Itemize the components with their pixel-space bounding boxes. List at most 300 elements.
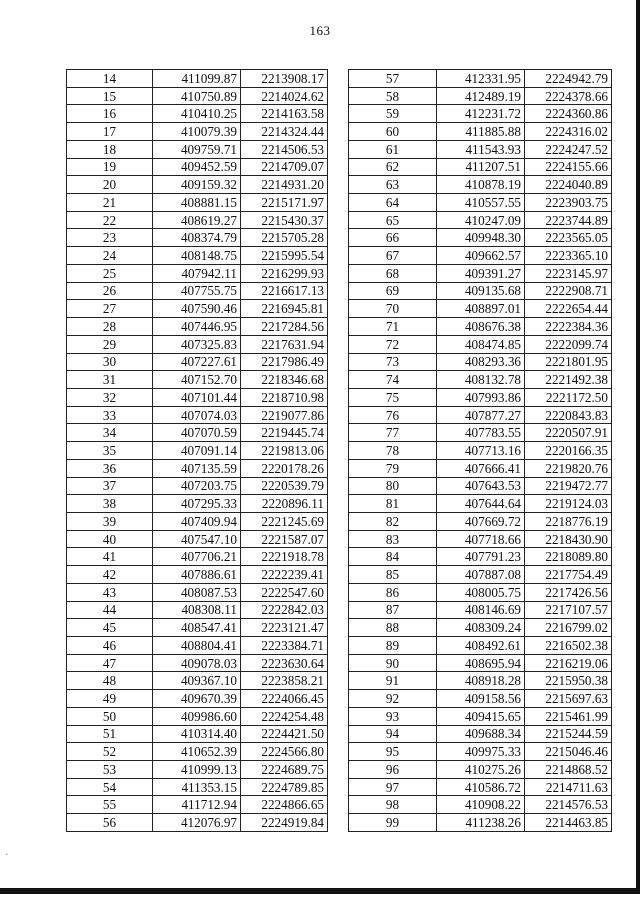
point-number-cell: 60 (349, 123, 437, 141)
y-coordinate-cell: 2214324.44 (241, 123, 328, 141)
x-coordinate-cell: 409159.32 (153, 176, 241, 194)
y-coordinate-cell: 2215171.97 (241, 194, 328, 212)
y-coordinate-cell: 2221587.07 (241, 530, 328, 548)
point-number-cell: 57 (349, 70, 437, 88)
table-row (67, 353, 328, 371)
y-coordinate-cell: 2219813.06 (241, 442, 328, 460)
point-number-cell: 95 (349, 743, 437, 761)
table-row (67, 229, 328, 247)
point-number-cell: 31 (67, 371, 153, 389)
table-row (67, 637, 328, 655)
point-number-cell: 71 (349, 318, 437, 336)
point-number-cell: 23 (67, 229, 153, 247)
x-coordinate-cell: 410557.55 (437, 194, 525, 212)
page-border-right (636, 0, 640, 890)
point-number-cell: 44 (67, 601, 153, 619)
y-coordinate-cell: 2214576.53 (525, 796, 612, 814)
y-coordinate-cell: 2221801.95 (525, 353, 612, 371)
table-row (349, 442, 612, 460)
y-coordinate-cell: 2220507.91 (525, 424, 612, 442)
point-number-cell: 53 (67, 761, 153, 779)
x-coordinate-cell: 407152.70 (153, 371, 241, 389)
x-coordinate-cell: 411543.93 (437, 140, 525, 158)
table-row (67, 477, 328, 495)
coordinates-table-right (348, 69, 612, 832)
table-row (67, 406, 328, 424)
table-row (349, 796, 612, 814)
table-row (67, 601, 328, 619)
y-coordinate-cell: 2223744.89 (525, 211, 612, 229)
table-row (349, 353, 612, 371)
y-coordinate-cell: 2214163.58 (241, 105, 328, 123)
point-number-cell: 77 (349, 424, 437, 442)
table-row (67, 335, 328, 353)
y-coordinate-cell: 2217426.56 (525, 583, 612, 601)
table-row (67, 70, 328, 88)
x-coordinate-cell: 408492.61 (437, 637, 525, 655)
y-coordinate-cell: 2216617.13 (241, 282, 328, 300)
y-coordinate-cell: 2224421.50 (241, 725, 328, 743)
y-coordinate-cell: 2215430.37 (241, 211, 328, 229)
table-row (67, 583, 328, 601)
y-coordinate-cell: 2215697.63 (525, 690, 612, 708)
table-row (67, 672, 328, 690)
point-number-cell: 52 (67, 743, 153, 761)
point-number-cell: 27 (67, 300, 153, 318)
point-number-cell: 48 (67, 672, 153, 690)
x-coordinate-cell: 407791.23 (437, 548, 525, 566)
y-coordinate-cell: 2223903.75 (525, 194, 612, 212)
table-row (349, 743, 612, 761)
x-coordinate-cell: 407074.03 (153, 406, 241, 424)
x-coordinate-cell: 407547.10 (153, 530, 241, 548)
table-row (349, 211, 612, 229)
point-number-cell: 97 (349, 778, 437, 796)
y-coordinate-cell: 2221245.69 (241, 512, 328, 530)
table-row (67, 282, 328, 300)
x-coordinate-cell: 409391.27 (437, 264, 525, 282)
point-number-cell: 89 (349, 637, 437, 655)
table-row (67, 105, 328, 123)
y-coordinate-cell: 2216799.02 (525, 619, 612, 637)
point-number-cell: 19 (67, 158, 153, 176)
table-row (349, 388, 612, 406)
x-coordinate-cell: 409759.71 (153, 140, 241, 158)
table-row (67, 619, 328, 637)
table-row (67, 814, 328, 832)
x-coordinate-cell: 412076.97 (153, 814, 241, 832)
table-row (67, 176, 328, 194)
y-coordinate-cell: 2222842.03 (241, 601, 328, 619)
point-number-cell: 85 (349, 566, 437, 584)
table-row (67, 424, 328, 442)
point-number-cell: 14 (67, 70, 153, 88)
x-coordinate-cell: 407644.64 (437, 495, 525, 513)
table-row (67, 247, 328, 265)
x-coordinate-cell: 407590.46 (153, 300, 241, 318)
x-coordinate-cell: 410999.13 (153, 761, 241, 779)
x-coordinate-cell: 409948.30 (437, 229, 525, 247)
point-number-cell: 41 (67, 548, 153, 566)
table-row (67, 495, 328, 513)
x-coordinate-cell: 407886.61 (153, 566, 241, 584)
point-number-cell: 21 (67, 194, 153, 212)
x-coordinate-cell: 407325.83 (153, 335, 241, 353)
table-row (67, 87, 328, 105)
table-row (349, 247, 612, 265)
y-coordinate-cell: 2214709.07 (241, 158, 328, 176)
table-row (349, 583, 612, 601)
margin-mark: · (5, 850, 9, 861)
table-row (349, 194, 612, 212)
x-coordinate-cell: 410652.39 (153, 743, 241, 761)
x-coordinate-cell: 407783.55 (437, 424, 525, 442)
x-coordinate-cell: 407718.66 (437, 530, 525, 548)
y-coordinate-cell: 2224689.75 (241, 761, 328, 779)
x-coordinate-cell: 409986.60 (153, 707, 241, 725)
y-coordinate-cell: 2224378.66 (525, 87, 612, 105)
x-coordinate-cell: 410275.26 (437, 761, 525, 779)
y-coordinate-cell: 2224254.48 (241, 707, 328, 725)
x-coordinate-cell: 409158.56 (437, 690, 525, 708)
x-coordinate-cell: 408695.94 (437, 654, 525, 672)
point-number-cell: 69 (349, 282, 437, 300)
y-coordinate-cell: 2223145.97 (525, 264, 612, 282)
table-row (67, 690, 328, 708)
y-coordinate-cell: 2222547.60 (241, 583, 328, 601)
x-coordinate-cell: 407713.16 (437, 442, 525, 460)
y-coordinate-cell: 2224919.84 (241, 814, 328, 832)
table-row (67, 743, 328, 761)
y-coordinate-cell: 2221918.78 (241, 548, 328, 566)
x-coordinate-cell: 412231.72 (437, 105, 525, 123)
point-number-cell: 18 (67, 140, 153, 158)
y-coordinate-cell: 2221492.38 (525, 371, 612, 389)
table-row (67, 707, 328, 725)
y-coordinate-cell: 2222654.44 (525, 300, 612, 318)
table-row (349, 672, 612, 690)
point-number-cell: 39 (67, 512, 153, 530)
y-coordinate-cell: 2223565.05 (525, 229, 612, 247)
table-row (67, 371, 328, 389)
table-row (349, 318, 612, 336)
y-coordinate-cell: 2224360.86 (525, 105, 612, 123)
x-coordinate-cell: 407669.72 (437, 512, 525, 530)
y-coordinate-cell: 2220539.79 (241, 477, 328, 495)
x-coordinate-cell: 409662.57 (437, 247, 525, 265)
point-number-cell: 63 (349, 176, 437, 194)
table-row (349, 512, 612, 530)
point-number-cell: 86 (349, 583, 437, 601)
y-coordinate-cell: 2218089.80 (525, 548, 612, 566)
table-row (349, 87, 612, 105)
y-coordinate-cell: 2213908.17 (241, 70, 328, 88)
y-coordinate-cell: 2219077.86 (241, 406, 328, 424)
x-coordinate-cell: 408804.41 (153, 637, 241, 655)
table-row (67, 264, 328, 282)
y-coordinate-cell: 2223365.10 (525, 247, 612, 265)
point-number-cell: 82 (349, 512, 437, 530)
x-coordinate-cell: 407666.41 (437, 459, 525, 477)
x-coordinate-cell: 407091.14 (153, 442, 241, 460)
table-row (349, 70, 612, 88)
x-coordinate-cell: 408148.75 (153, 247, 241, 265)
point-number-cell: 55 (67, 796, 153, 814)
y-coordinate-cell: 2217284.56 (241, 318, 328, 336)
x-coordinate-cell: 410079.39 (153, 123, 241, 141)
table-row (349, 761, 612, 779)
x-coordinate-cell: 408132.78 (437, 371, 525, 389)
y-coordinate-cell: 2219472.77 (525, 477, 612, 495)
x-coordinate-cell: 409078.03 (153, 654, 241, 672)
x-coordinate-cell: 410410.25 (153, 105, 241, 123)
point-number-cell: 56 (67, 814, 153, 832)
table-row (67, 725, 328, 743)
point-number-cell: 72 (349, 335, 437, 353)
y-coordinate-cell: 2216945.81 (241, 300, 328, 318)
table-row (67, 442, 328, 460)
x-coordinate-cell: 409415.65 (437, 707, 525, 725)
table-row (67, 211, 328, 229)
point-number-cell: 87 (349, 601, 437, 619)
table-row (349, 335, 612, 353)
y-coordinate-cell: 2214463.85 (525, 814, 612, 832)
point-number-cell: 38 (67, 495, 153, 513)
x-coordinate-cell: 407877.27 (437, 406, 525, 424)
x-coordinate-cell: 411353.15 (153, 778, 241, 796)
table-row (349, 778, 612, 796)
x-coordinate-cell: 408918.28 (437, 672, 525, 690)
y-coordinate-cell: 2224155.66 (525, 158, 612, 176)
table-row (349, 725, 612, 743)
x-coordinate-cell: 411099.87 (153, 70, 241, 88)
table-row (349, 495, 612, 513)
y-coordinate-cell: 2215244.59 (525, 725, 612, 743)
point-number-cell: 16 (67, 105, 153, 123)
point-number-cell: 50 (67, 707, 153, 725)
y-coordinate-cell: 2224789.85 (241, 778, 328, 796)
point-number-cell: 51 (67, 725, 153, 743)
y-coordinate-cell: 2220843.83 (525, 406, 612, 424)
x-coordinate-cell: 410247.09 (437, 211, 525, 229)
y-coordinate-cell: 2224316.02 (525, 123, 612, 141)
table-row (349, 176, 612, 194)
point-number-cell: 78 (349, 442, 437, 460)
y-coordinate-cell: 2224247.52 (525, 140, 612, 158)
point-number-cell: 74 (349, 371, 437, 389)
x-coordinate-cell: 408676.38 (437, 318, 525, 336)
table-row (349, 690, 612, 708)
table-row (349, 424, 612, 442)
y-coordinate-cell: 2215461.99 (525, 707, 612, 725)
table-row (349, 264, 612, 282)
point-number-cell: 29 (67, 335, 153, 353)
x-coordinate-cell: 408881.15 (153, 194, 241, 212)
table-row (67, 512, 328, 530)
y-coordinate-cell: 2217754.49 (525, 566, 612, 584)
point-number-cell: 22 (67, 211, 153, 229)
point-number-cell: 67 (349, 247, 437, 265)
point-number-cell: 79 (349, 459, 437, 477)
y-coordinate-cell: 2218776.19 (525, 512, 612, 530)
x-coordinate-cell: 407409.94 (153, 512, 241, 530)
y-coordinate-cell: 2224066.45 (241, 690, 328, 708)
point-number-cell: 90 (349, 654, 437, 672)
point-number-cell: 61 (349, 140, 437, 158)
y-coordinate-cell: 2220178.26 (241, 459, 328, 477)
x-coordinate-cell: 409670.39 (153, 690, 241, 708)
point-number-cell: 92 (349, 690, 437, 708)
point-number-cell: 91 (349, 672, 437, 690)
y-coordinate-cell: 2219820.76 (525, 459, 612, 477)
x-coordinate-cell: 411207.51 (437, 158, 525, 176)
point-number-cell: 43 (67, 583, 153, 601)
point-number-cell: 49 (67, 690, 153, 708)
table-row (349, 654, 612, 672)
point-number-cell: 70 (349, 300, 437, 318)
y-coordinate-cell: 2215995.54 (241, 247, 328, 265)
point-number-cell: 76 (349, 406, 437, 424)
y-coordinate-cell: 2215705.28 (241, 229, 328, 247)
point-number-cell: 28 (67, 318, 153, 336)
x-coordinate-cell: 410878.19 (437, 176, 525, 194)
y-coordinate-cell: 2215950.38 (525, 672, 612, 690)
point-number-cell: 24 (67, 247, 153, 265)
x-coordinate-cell: 411885.88 (437, 123, 525, 141)
point-number-cell: 26 (67, 282, 153, 300)
point-number-cell: 33 (67, 406, 153, 424)
y-coordinate-cell: 2214024.62 (241, 87, 328, 105)
table-row (67, 194, 328, 212)
y-coordinate-cell: 2219445.74 (241, 424, 328, 442)
point-number-cell: 73 (349, 353, 437, 371)
table-row (67, 388, 328, 406)
table-row (349, 140, 612, 158)
table-row (67, 530, 328, 548)
y-coordinate-cell: 2223630.64 (241, 654, 328, 672)
y-coordinate-cell: 2223121.47 (241, 619, 328, 637)
x-coordinate-cell: 410314.40 (153, 725, 241, 743)
x-coordinate-cell: 409367.10 (153, 672, 241, 690)
x-coordinate-cell: 407446.95 (153, 318, 241, 336)
x-coordinate-cell: 407643.53 (437, 477, 525, 495)
table-row (349, 814, 612, 832)
y-coordinate-cell: 2220166.35 (525, 442, 612, 460)
table-row (349, 123, 612, 141)
table-row (349, 566, 612, 584)
table-row (349, 229, 612, 247)
table-row (349, 548, 612, 566)
table-row (67, 796, 328, 814)
x-coordinate-cell: 407887.08 (437, 566, 525, 584)
table-row (67, 566, 328, 584)
point-number-cell: 80 (349, 477, 437, 495)
point-number-cell: 20 (67, 176, 153, 194)
x-coordinate-cell: 407755.75 (153, 282, 241, 300)
x-coordinate-cell: 408619.27 (153, 211, 241, 229)
y-coordinate-cell: 2217631.94 (241, 335, 328, 353)
table-row (349, 158, 612, 176)
y-coordinate-cell: 2224566.80 (241, 743, 328, 761)
x-coordinate-cell: 409688.34 (437, 725, 525, 743)
y-coordinate-cell: 2214506.53 (241, 140, 328, 158)
y-coordinate-cell: 2223384.71 (241, 637, 328, 655)
point-number-cell: 46 (67, 637, 153, 655)
table-row (67, 761, 328, 779)
x-coordinate-cell: 407135.59 (153, 459, 241, 477)
point-number-cell: 45 (67, 619, 153, 637)
table-row (349, 601, 612, 619)
point-number-cell: 98 (349, 796, 437, 814)
y-coordinate-cell: 2222908.71 (525, 282, 612, 300)
y-coordinate-cell: 2218430.90 (525, 530, 612, 548)
point-number-cell: 62 (349, 158, 437, 176)
table-row (349, 707, 612, 725)
y-coordinate-cell: 2214711.63 (525, 778, 612, 796)
table-row (349, 406, 612, 424)
x-coordinate-cell: 411238.26 (437, 814, 525, 832)
x-coordinate-cell: 408309.24 (437, 619, 525, 637)
y-coordinate-cell: 2218710.98 (241, 388, 328, 406)
y-coordinate-cell: 2214868.52 (525, 761, 612, 779)
table-row (67, 140, 328, 158)
x-coordinate-cell: 412331.95 (437, 70, 525, 88)
x-coordinate-cell: 408293.36 (437, 353, 525, 371)
point-number-cell: 47 (67, 654, 153, 672)
y-coordinate-cell: 2216502.38 (525, 637, 612, 655)
point-number-cell: 83 (349, 530, 437, 548)
y-coordinate-cell: 2224866.65 (241, 796, 328, 814)
point-number-cell: 93 (349, 707, 437, 725)
table-row (349, 371, 612, 389)
table-row (67, 318, 328, 336)
point-number-cell: 88 (349, 619, 437, 637)
table-row (349, 477, 612, 495)
point-number-cell: 32 (67, 388, 153, 406)
point-number-cell: 81 (349, 495, 437, 513)
point-number-cell: 42 (67, 566, 153, 584)
x-coordinate-cell: 408474.85 (437, 335, 525, 353)
table-row (349, 105, 612, 123)
table-row (67, 158, 328, 176)
x-coordinate-cell: 407070.59 (153, 424, 241, 442)
point-number-cell: 58 (349, 87, 437, 105)
point-number-cell: 36 (67, 459, 153, 477)
x-coordinate-cell: 408308.11 (153, 601, 241, 619)
x-coordinate-cell: 409975.33 (437, 743, 525, 761)
point-number-cell: 35 (67, 442, 153, 460)
table-row (67, 654, 328, 672)
point-number-cell: 34 (67, 424, 153, 442)
y-coordinate-cell: 2217107.57 (525, 601, 612, 619)
point-number-cell: 96 (349, 761, 437, 779)
table-row (67, 123, 328, 141)
x-coordinate-cell: 409135.68 (437, 282, 525, 300)
table-row (349, 619, 612, 637)
y-coordinate-cell: 2222099.74 (525, 335, 612, 353)
point-number-cell: 84 (349, 548, 437, 566)
x-coordinate-cell: 408146.69 (437, 601, 525, 619)
x-coordinate-cell: 408897.01 (437, 300, 525, 318)
table-row (349, 530, 612, 548)
table-row (67, 300, 328, 318)
table-row (349, 637, 612, 655)
x-coordinate-cell: 411712.94 (153, 796, 241, 814)
y-coordinate-cell: 2224942.79 (525, 70, 612, 88)
x-coordinate-cell: 410908.22 (437, 796, 525, 814)
x-coordinate-cell: 407101.44 (153, 388, 241, 406)
x-coordinate-cell: 410586.72 (437, 778, 525, 796)
